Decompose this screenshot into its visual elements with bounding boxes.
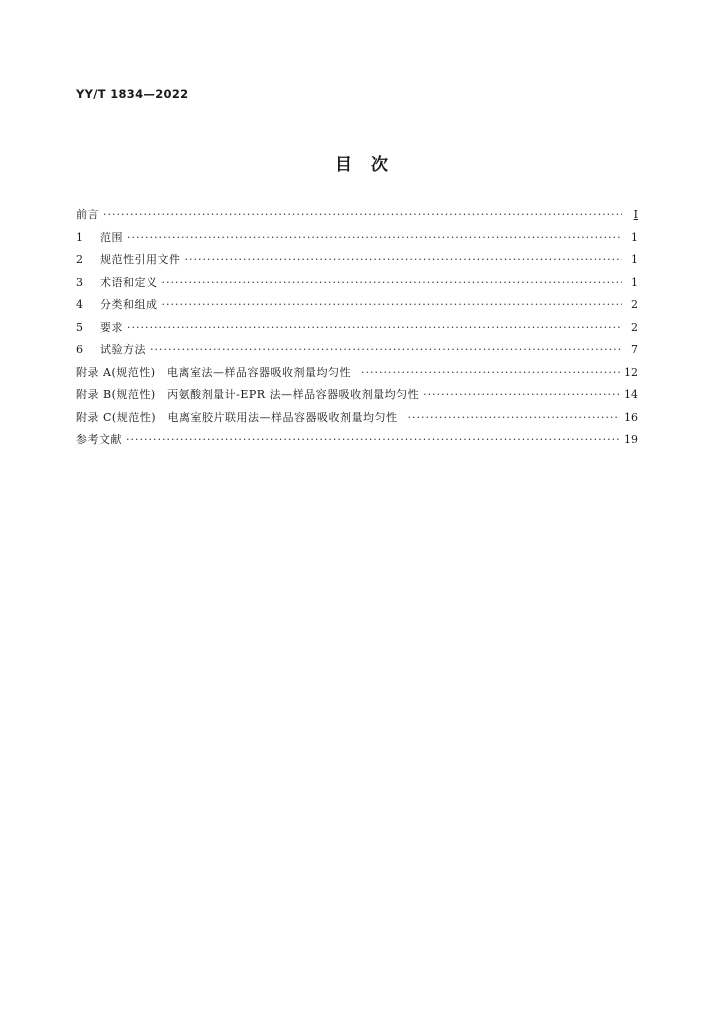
toc-entry-text: 参考文献 — [76, 433, 122, 446]
toc-leader — [162, 276, 623, 289]
toc-entry-text: 附录 A(规范性) 电离室法—样品容器吸收剂量均匀性 — [76, 365, 352, 379]
toc-entry-annex-c[interactable] — [76, 409, 638, 432]
toc-entry-page: 12 — [624, 365, 638, 379]
toc-leader — [150, 343, 622, 356]
toc-entry-annex-b[interactable] — [76, 386, 638, 409]
toc-entry-terms-definitions[interactable] — [76, 274, 638, 297]
toc-entry-number: 3 — [76, 275, 83, 289]
toc-entry-bibliography[interactable] — [76, 431, 638, 454]
toc-entry-requirements[interactable] — [76, 319, 638, 342]
toc-title: 目 次 — [335, 155, 389, 175]
toc-entry-text: 附录 C(规范性) 电离室胶片联用法—样品容器吸收剂量均匀性 — [76, 410, 398, 424]
toc-entry-number: 2 — [76, 253, 83, 266]
toc-entry-number: 5 — [76, 320, 83, 334]
toc-entry-page: 19 — [624, 433, 638, 446]
toc-entry-number: 4 — [76, 298, 83, 311]
standard-code: YY/T 1834—2022 — [76, 87, 189, 101]
toc-leader — [361, 366, 620, 379]
toc-entry-text: 前言 — [76, 208, 99, 221]
toc-entry-page: 14 — [624, 388, 638, 401]
toc-entry-classification[interactable] — [76, 296, 638, 319]
toc-list — [76, 206, 638, 454]
toc-entry-number: 6 — [76, 343, 83, 356]
toc-entry-page: 7 — [631, 343, 638, 356]
toc-entry-text: 要求 — [100, 320, 123, 334]
toc-entry-text: 分类和组成 — [100, 298, 158, 311]
toc-entry-page: 1 — [631, 253, 638, 266]
toc-entry-foreword[interactable] — [76, 206, 638, 229]
toc-leader — [162, 298, 623, 311]
toc-entry-page: 2 — [631, 298, 638, 311]
toc-leader — [127, 321, 622, 334]
toc-entry-test-methods[interactable] — [76, 341, 638, 364]
toc-leader — [126, 433, 620, 446]
toc-entry-page: 16 — [624, 410, 638, 424]
toc-entry-page: 1 — [631, 275, 638, 289]
toc-entry-text: 附录 B(规范性) 丙氨酸剂量计-EPR 法—样品容器吸收剂量均匀性 — [76, 388, 420, 401]
toc-leader — [127, 231, 622, 244]
toc-entry-text: 术语和定义 — [100, 275, 158, 289]
toc-entry-page: 1 — [631, 230, 638, 244]
toc-entry-page: 2 — [631, 320, 638, 334]
toc-leader — [423, 388, 620, 401]
toc-entry-text: 范围 — [100, 230, 123, 244]
toc-entry-scope[interactable] — [76, 229, 638, 252]
toc-leader — [103, 208, 622, 221]
toc-entry-text: 试验方法 — [100, 343, 146, 356]
toc-entry-text: 规范性引用文件 — [100, 253, 181, 266]
toc-entry-annex-a[interactable] — [76, 364, 638, 387]
toc-entry-number: 1 — [76, 230, 83, 244]
toc-entry-normative-references[interactable] — [76, 251, 638, 274]
toc-entry-page: Ⅰ — [633, 208, 638, 221]
toc-leader — [408, 411, 621, 424]
toc-leader — [185, 253, 623, 266]
